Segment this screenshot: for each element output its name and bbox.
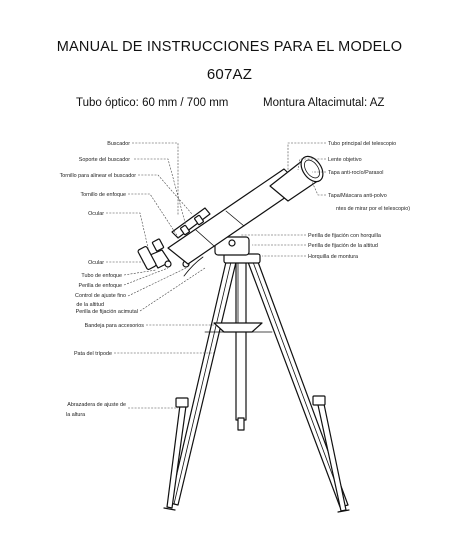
label-focus-screw: Tornillo de enfoque (80, 192, 126, 198)
label-dust-cap-note: ntes de mirar por el telescopio) (336, 206, 411, 212)
label-height-clamp: Abrazadera de ajuste de (67, 402, 126, 408)
mount-spec-value: AZ (369, 97, 385, 109)
label-accessory-tray: Bandeja para accesorios (84, 323, 144, 329)
mount-spec-label: Montura Altacimutal: (263, 97, 368, 109)
optical-tube-spec-label: Tubo óptico: (76, 97, 139, 109)
telescope-illustration (137, 152, 349, 512)
label-main-tube: Tubo principal del telescopio (328, 141, 397, 147)
label-eyepiece-lower: Ocular (88, 260, 104, 266)
label-altitude-lock-knob: Perilla de fijación de la altitud (308, 243, 378, 249)
label-finder: Buscador (107, 141, 130, 147)
label-height-clamp-line2: la altura (66, 412, 86, 418)
label-azimuth-lock-knob: Perilla de fijación acimutal (75, 309, 138, 315)
left-labels (60, 141, 145, 418)
label-fine-altitude-control-line2: de la altitud (76, 302, 104, 308)
label-eyepiece-upper: Ocular (88, 211, 104, 217)
label-fork-lock-knob: Perilla de fijación con horquilla (308, 233, 381, 239)
label-dew-shield: Tapa anti-rocío/Parasol (328, 170, 384, 176)
model-number: 607AZ (206, 66, 253, 83)
label-mount-fork: Horquilla de montura (308, 254, 359, 260)
right-labels (308, 141, 410, 260)
label-finder-bracket: Soporte del buscador (78, 157, 130, 163)
optical-tube-spec-value: 60 mm / 700 mm (142, 97, 229, 109)
label-fine-altitude-control: Control de ajuste fino (75, 293, 126, 299)
label-focus-tube: Tubo de enfoque (81, 273, 122, 279)
label-tripod-leg: Pata del trípode (73, 351, 112, 357)
tripod-legs (164, 262, 349, 512)
label-focus-knob: Perilla de enfoque (78, 283, 122, 289)
label-objective-lens: Lente objetivo (328, 157, 362, 163)
label-finder-alignment-screw: Tornillo para alinear el buscador (59, 173, 136, 179)
manual-title: MANUAL DE INSTRUCCIONES PARA EL MODELO (56, 39, 403, 55)
label-dust-cap: Tapa/Máscara anti-polvo (328, 193, 387, 199)
